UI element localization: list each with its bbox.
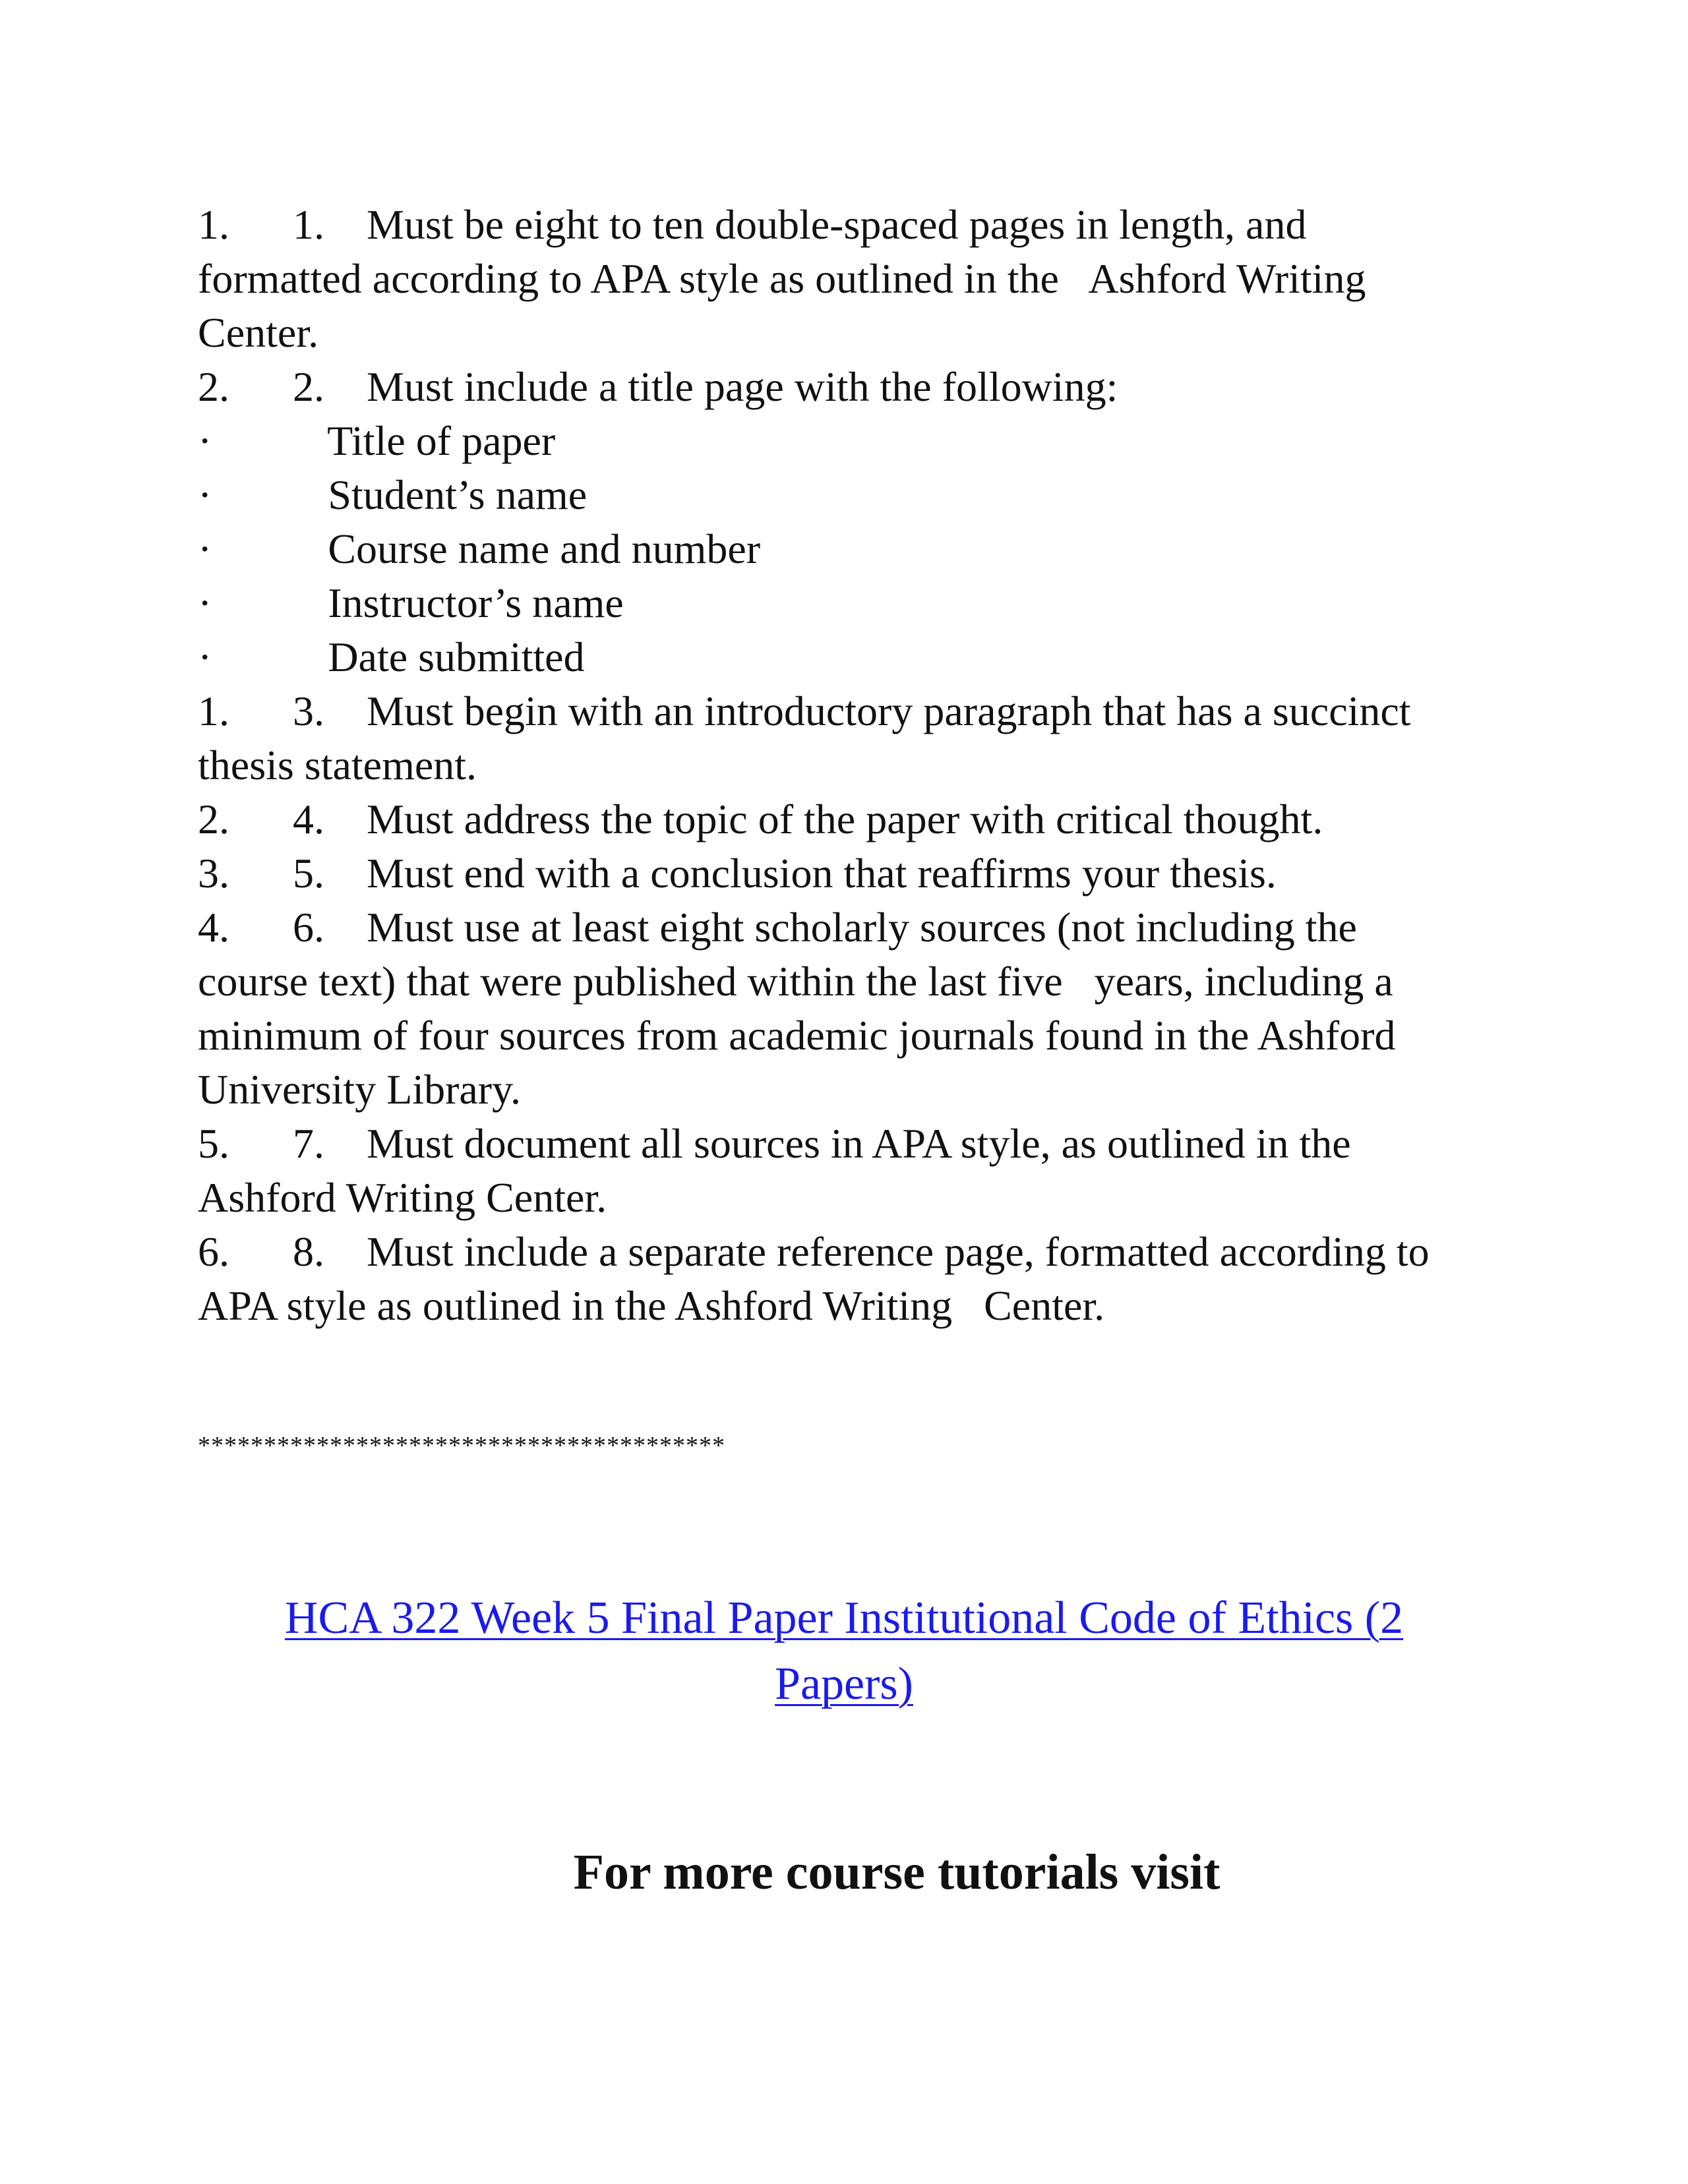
text-line: minimum of four sources from academic journals found in the Ashford bbox=[198, 1012, 1396, 1059]
text-line: Center. bbox=[198, 309, 319, 356]
text-line: · Course name and number bbox=[198, 525, 761, 572]
text-line: 4. 6. Must use at least eight scholarly sources (not including the bbox=[198, 904, 1357, 951]
course-link-line-1[interactable]: HCA 322 Week 5 Final Paper Institutional Code of Ethics (2 bbox=[284, 1593, 1404, 1643]
text-line: course text) that were published within the last five years, including a bbox=[198, 958, 1393, 1005]
text-line: · Title of paper bbox=[198, 417, 556, 464]
text-line: · Date submitted bbox=[198, 634, 585, 680]
footer-heading: For more course tutorials visit bbox=[573, 1845, 1221, 1900]
text-line: 3. 5. Must end with a conclusion that reaffirms your thesis. bbox=[198, 850, 1277, 897]
requirements-list bbox=[198, 198, 1510, 1333]
text-line: thesis statement. bbox=[198, 742, 477, 788]
course-link-line-2[interactable]: Papers) bbox=[775, 1659, 913, 1709]
text-line: 2. 4. Must address the topic of the paper with critical thought. bbox=[198, 796, 1323, 842]
separator-line: **************************************** bbox=[198, 1432, 725, 1460]
text-line: · Instructor’s name bbox=[198, 579, 624, 626]
text-line: Ashford Writing Center. bbox=[198, 1174, 607, 1221]
text-line: 6. 8. Must include a separate reference page, formatted according to bbox=[198, 1228, 1430, 1275]
text-line: 5. 7. Must document all sources in APA style, as outlined in the bbox=[198, 1120, 1351, 1167]
text-line: · Student’s name bbox=[198, 471, 588, 518]
text-line: APA style as outlined in the Ashford Writing Center. bbox=[198, 1282, 1105, 1329]
text-line: 2. 2. Must include a title page with the following: bbox=[198, 363, 1118, 410]
text-line: 1. 3. Must begin with an introductory paragraph that has a succinct bbox=[198, 688, 1411, 734]
text-line: 1. 1. Must be eight to ten double-spaced pages in length, and bbox=[198, 201, 1307, 248]
text-line: University Library. bbox=[198, 1066, 521, 1113]
course-link[interactable] bbox=[198, 1585, 1490, 1717]
text-line: formatted according to APA style as outlined in the Ashford Writing bbox=[198, 255, 1366, 302]
